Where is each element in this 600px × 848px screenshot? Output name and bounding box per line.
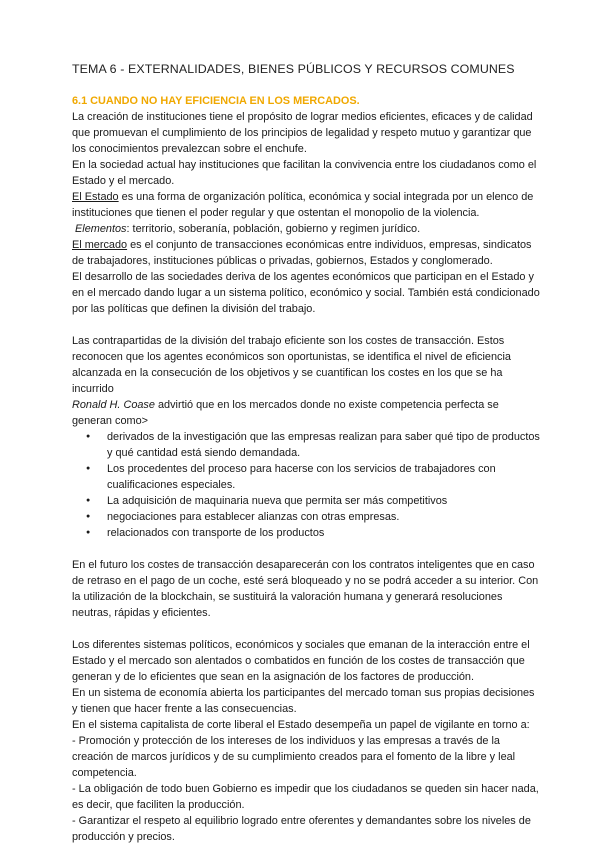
- author-coase: Ronald H. Coase: [72, 399, 155, 411]
- paragraph-obligacion: - La obligación de todo buen Gobierno es impedir que los ciudadanos se queden sin hacer nada, es decir, que faciliten la producción.: [72, 783, 539, 811]
- definition-elementos: : territorio, soberanía, población, gobierno y regimen jurídico.: [126, 223, 421, 235]
- paragraph-futuro: En el futuro los costes de transacción desaparecerán con los contratos inteligentes que en caso de retraso en el pago de un coche, esté será bloqueado y no se podrá acceder a su interior. Con la utilización de la blockchain, se sustituirá la valoración humana y generará resoluciones neutras, rápidas y eficientes.: [72, 559, 539, 619]
- paragraph-sociedad: En la sociedad actual hay instituciones que facilitan la convivencia entre los ciudadanos como el Estado y el mercado.: [72, 159, 537, 187]
- list-item: ● relacionados con transporte de los productos: [107, 525, 540, 541]
- coase-text: advirtió que en los mercados donde no existe competencia perfecta se generan como>: [72, 399, 499, 427]
- paragraph-contrapartidas: Las contrapartidas de la división del trabajo eficiente son los costes de transacción. Estos reconocen que los agentes económicos son oportunistas, se identifica el nivel de eficiencia alcanzada en la consecución de los objetivos y se cuantifican los costes en los que se ha incurrido: [72, 335, 511, 395]
- list-item: ● La adquisición de maquinaria nueva que permita ser más competitivos: [107, 493, 540, 509]
- term-elementos: Elementos: [75, 223, 127, 235]
- section-heading: 6.1 CUANDO NO HAY EFICIENCIA EN LOS MERCADOS.: [72, 95, 360, 107]
- definition-mercado: es el conjunto de transacciones económicas entre individuos, empresas, sindicatos de trabajadores, instituciones públicas o privadas, gobiernos, Estados y conglomerado.: [72, 239, 532, 267]
- paragraph-sistemas: Los diferentes sistemas políticos, económicos y sociales que emanan de la interacción entre el Estado y el mercado son alentados o combatidos en función de los costes de transacción que generan y de lo eficientes que sean en la asignación de los factores de producción.: [72, 639, 530, 683]
- bullet-list: [72, 429, 540, 541]
- paragraph-mercado: [72, 237, 540, 269]
- definition-estado: es una forma de organización política, económica y social integrada por un elenco de instituciones que tienen el poder regular y que ostentan el monopolio de la violencia.: [72, 191, 534, 219]
- paragraph-capitalista: En el sistema capitalista de corte liberal el Estado desempeña un papel de vigilante en torno a:: [72, 719, 530, 731]
- paragraph-elementos: [72, 221, 540, 237]
- paragraph-economia-abierta: En un sistema de economía abierta los participantes del mercado toman sus propias decisiones y tienen que hacer frente a las consecuencias.: [72, 687, 535, 715]
- paragraph-garantizar: - Garantizar el respeto al equilibrio logrado entre oferentes y demandantes sobre los niveles de producción y precios.: [72, 815, 531, 843]
- document-title: TEMA 6 - EXTERNALIDADES, BIENES PÚBLICOS Y RECURSOS COMUNES: [72, 62, 515, 76]
- paragraph-coase: [72, 397, 540, 429]
- paragraph-promocion: - Promoción y protección de los intereses de los individuos y las empresas a través de la creación de marcos jurídicos y de su cumplimiento creados para el fomento de la libre y leal competencia.: [72, 735, 516, 779]
- term-mercado: El mercado: [72, 239, 128, 251]
- list-item: ● derivados de la investigación que las empresas realizan para saber qué tipo de productos y qué cantidad está siendo demandada.: [107, 429, 540, 461]
- list-item: ● Los procedentes del proceso para hacerse con los servicios de trabajadores con cualificaciones especiales.: [107, 461, 540, 493]
- paragraph-instituciones: La creación de instituciones tiene el propósito de lograr medios eficientes, eficaces y de calidad que promuevan el cumplimiento de los principios de legalidad y respeto mutuo y garantizar que los conocimientos prevalezcan sobre el enchufe.: [72, 111, 533, 155]
- list-item: ● negociaciones para establecer alianzas con otras empresas.: [107, 509, 540, 525]
- term-estado: El Estado: [72, 191, 119, 203]
- paragraph-desarrollo: El desarrollo de las sociedades deriva de los agentes económicos que participan en el Estado y en el mercado dando lugar a un sistema político, económico y social. También está condicionado por las políticas que definen la división del trabajo.: [72, 271, 540, 315]
- document-body: [72, 93, 540, 845]
- paragraph-estado: [72, 189, 540, 221]
